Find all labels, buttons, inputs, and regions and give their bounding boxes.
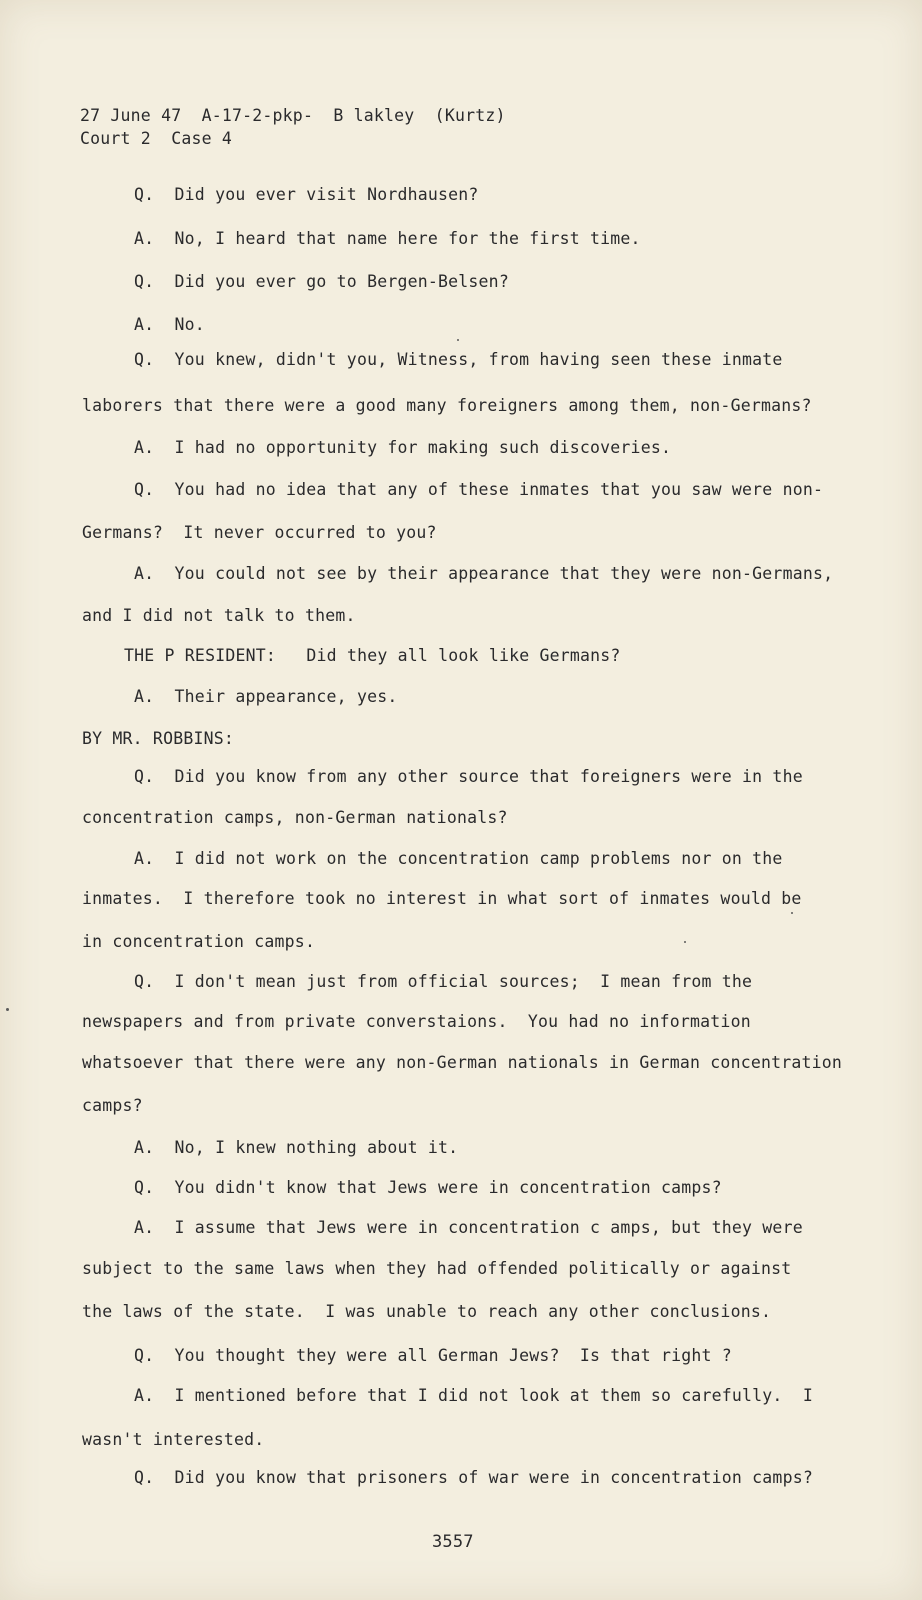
transcript-line: the laws of the state. I was unable to reach any other conclusions.	[82, 1302, 772, 1321]
paper-speck	[684, 941, 686, 943]
transcript-line: Q. Did you know from any other source that foreigners were in the	[134, 767, 803, 786]
paper-speck	[457, 339, 459, 341]
page-number: 3557	[432, 1532, 474, 1552]
transcript-line: A. You could not see by their appearance that they were non-Germans,	[134, 564, 834, 583]
transcript-line: A. No.	[134, 315, 205, 334]
transcript-line: A. Their appearance, yes.	[134, 687, 398, 706]
transcript-line: A. I had no opportunity for making such discoveries.	[134, 438, 672, 457]
transcript-line: subject to the same laws when they had offended politically or against	[82, 1259, 792, 1278]
transcript-line: A. I assume that Jews were in concentration c amps, but they were	[134, 1218, 803, 1237]
transcript-line: concentration camps, non-German nationals?	[82, 808, 508, 827]
transcript-line: A. I did not work on the concentration camp problems nor on the	[134, 849, 783, 868]
transcript-line: A. I mentioned before that I did not look at them so carefully. I	[134, 1386, 813, 1405]
transcript-line: Q. Did you ever visit Nordhausen?	[134, 185, 479, 204]
transcript-line: whatsoever that there were any non-German nationals in German concentration	[82, 1053, 843, 1072]
transcript-line: camps?	[82, 1096, 143, 1115]
transcript-line: laborers that there were a good many foreigners among them, non-Germans?	[82, 396, 812, 415]
transcript-line: newspapers and from private converstaions. You had no information	[82, 1012, 751, 1031]
transcript-line: Q. I don't mean just from official sources; I mean from the	[134, 972, 753, 991]
transcript-line: Q. You knew, didn't you, Witness, from having seen these inmate	[134, 350, 783, 369]
transcript-line: Q. You thought they were all German Jews? Is that right ?	[134, 1346, 732, 1365]
transcript-line: A. No, I heard that name here for the first time.	[134, 229, 641, 248]
transcript-line: in concentration camps.	[82, 932, 316, 951]
transcript-line: BY MR. ROBBINS:	[82, 729, 235, 748]
header-line-1: 27 June 47 A-17-2-pkp- B lakley (Kurtz)	[80, 106, 506, 125]
transcript-line: THE P RESIDENT: Did they all look like Germans?	[124, 646, 621, 665]
transcript-line: A. No, I knew nothing about it.	[134, 1138, 459, 1157]
transcript-line: wasn't interested.	[82, 1430, 265, 1449]
transcript-line: Q. You had no idea that any of these inmates that you saw were non-	[134, 480, 824, 499]
transcript-line: Q. Did you know that prisoners of war were in concentration camps?	[134, 1468, 813, 1487]
transcript-line: Q. You didn't know that Jews were in concentration camps?	[134, 1178, 722, 1197]
header-line-2: Court 2 Case 4	[80, 129, 233, 148]
paper-speck	[791, 912, 793, 914]
transcript-line: Q. Did you ever go to Bergen-Belsen?	[134, 272, 509, 291]
transcript-line: Germans? It never occurred to you?	[82, 523, 437, 542]
transcript-line: inmates. I therefore took no interest in what sort of inmates would be	[82, 889, 802, 908]
paper-speck	[6, 1008, 9, 1011]
transcript-line: and I did not talk to them.	[82, 606, 356, 625]
